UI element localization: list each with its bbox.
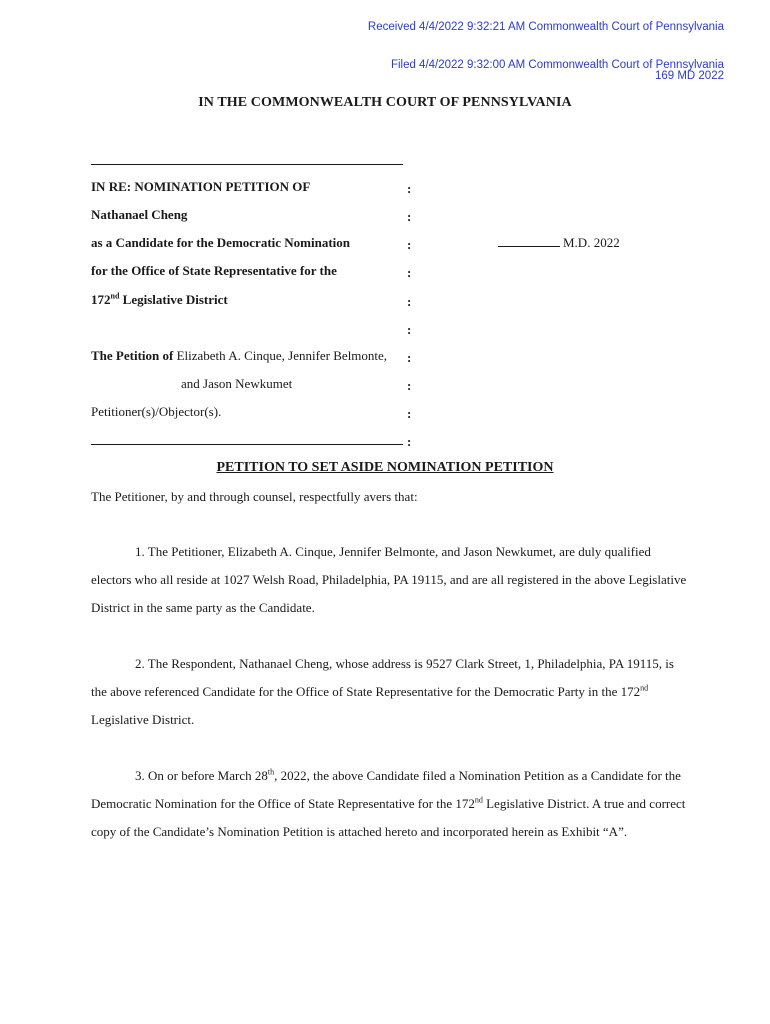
caption-district-number: 172 — [91, 292, 111, 307]
caption-petitioners-line1: Elizabeth A. Cinque, Jennifer Belmonte, — [173, 348, 388, 363]
paragraph-3-ordinal-1: th — [267, 767, 275, 777]
caption-colon: : — [407, 350, 412, 365]
caption-colon: : — [407, 378, 412, 393]
caption-bottom-rule — [91, 444, 403, 445]
filed-docket-number: 169 MD 2022 — [654, 70, 724, 82]
caption-nomination: as a Candidate for the Democratic Nomination — [91, 235, 351, 250]
received-stamp — [368, 22, 724, 33]
intro-text: The Petitioner, by and through counsel, respectfully avers that: — [91, 489, 418, 504]
caption-candidate-name: Nathanael Cheng — [91, 207, 188, 222]
filed-stamp-text: Filed 4/4/2022 9:32:00 AM Commonwealth Court of Pennsylvania — [390, 59, 724, 71]
caption-colon: : — [407, 181, 412, 196]
caption-petition-of — [91, 348, 387, 364]
filed-stamp — [391, 60, 724, 82]
caption-top-rule — [91, 164, 403, 165]
caption-colon: : — [407, 322, 412, 337]
caption-district-text: Legislative District — [119, 292, 228, 307]
caption-colon: : — [407, 294, 412, 309]
docket-suffix: M.D. 2022 — [563, 235, 620, 250]
court-title: IN THE COMMONWEALTH COURT OF PENNSYLVANIA — [198, 95, 572, 110]
paragraph-3-ordinal-2: nd — [474, 795, 483, 805]
received-stamp-text: Received 4/4/2022 9:32:21 AM Commonwealth Court of Pennsylvania — [367, 21, 724, 33]
caption-colon: : — [407, 406, 412, 421]
caption-colon: : — [407, 209, 412, 224]
paragraph-3-text-a: 3. On or before March 28 — [135, 768, 268, 783]
caption-petitioner-role: Petitioner(s)/Objector(s). — [91, 404, 222, 419]
paragraph-3 — [91, 762, 691, 846]
caption-colon: : — [407, 265, 412, 280]
caption-colon: : — [407, 237, 412, 252]
caption-petitioners-line2: and Jason Newkumet — [181, 376, 293, 391]
paragraph-2 — [91, 650, 691, 734]
docket-number-field — [498, 235, 620, 251]
paragraph-3-text-c: Legislative District. A true and correct copy of the Candidate’s Nomination Petition is attached hereto and incorporated herein as Exhibit “A”. — [91, 796, 686, 839]
caption-petition-of-label: The Petition of — [91, 348, 174, 363]
caption-office: for the Office of State Representative for the — [91, 263, 337, 278]
caption-district — [91, 292, 228, 308]
paragraph-1: 1. The Petitioner, Elizabeth A. Cinque, Jennifer Belmonte, and Jason Newkumet, are duly qualified electors who all reside at 1027 Welsh Road, Philadelphia, PA 19115, and are all registered in the above Legislative District in the same party as the Candidate. — [91, 544, 687, 615]
caption-district-ordinal: nd — [110, 291, 120, 301]
paragraph-2-ordinal: nd — [640, 683, 649, 693]
caption-in-re: IN RE: NOMINATION PETITION OF — [91, 179, 311, 194]
paragraph-2-text-b: Legislative District. — [91, 712, 195, 727]
paragraph-2-text-a: 2. The Respondent, Nathanael Cheng, whose address is 9527 Clark Street, 1, Philadelphia, PA 19115, is the above referenced Candidate for the Office of State Representative for the Democratic Party in the 172 — [91, 656, 674, 699]
paragraph-3-text-b: , 2022, the above Candidate filed a Nomination Petition as a Candidate for the Democratic Nomination for the Office of State Representative for the 172 — [91, 768, 681, 811]
petition-heading: PETITION TO SET ASIDE NOMINATION PETITION — [216, 460, 554, 475]
docket-blank-line — [498, 246, 560, 247]
caption-colon: : — [407, 434, 412, 449]
